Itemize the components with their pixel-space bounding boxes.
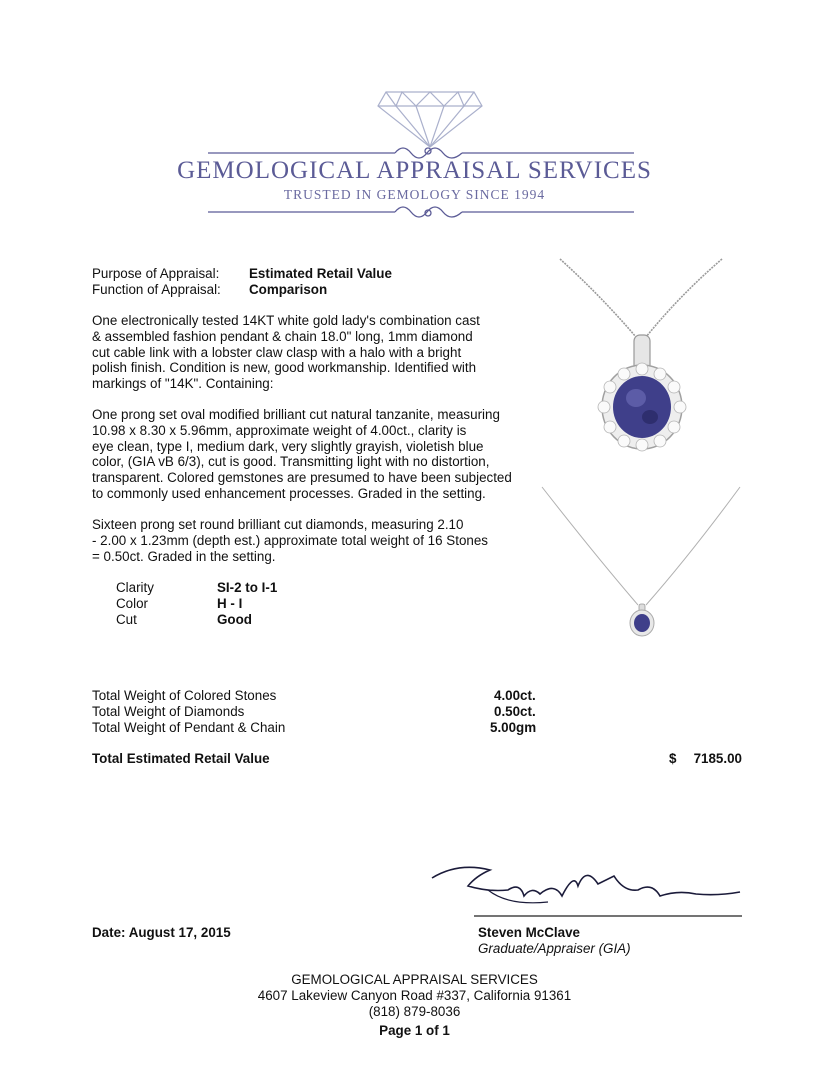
tanzanite-gem [613, 376, 671, 438]
footer-phone: (818) 879-8036 [368, 1004, 461, 1019]
purpose-value: Estimated Retail Value [249, 266, 392, 281]
weight-diamonds-label: Total Weight of Diamonds [92, 704, 245, 719]
total-currency: $ [669, 751, 677, 766]
diamond-line: = 0.50ct. Graded in the setting. [92, 548, 276, 564]
weight-pendant-value: 5.00gm [490, 720, 537, 735]
grade-cut-label: Cut [116, 612, 137, 627]
pendant-photo [540, 255, 745, 675]
pendant-full-image [542, 487, 740, 636]
footer-company: GEMOLOGICAL APPRAISAL SERVICES [291, 972, 538, 987]
pendant-closeup-image [560, 259, 722, 451]
description-line: markings of "14K". Containing: [92, 376, 274, 392]
grade-cut-value: Good [217, 612, 252, 627]
grade-color-value: H - I [217, 596, 243, 611]
appraiser-name: Steven McClave [478, 925, 580, 940]
diamond-paragraph [92, 517, 488, 564]
total-label: Total Estimated Retail Value [92, 751, 270, 766]
weight-colored-value: 4.00ct. [494, 688, 536, 703]
tanzanite-line: 10.98 x 8.30 x 5.96mm, approximate weight of 4.00ct., clarity is [92, 422, 467, 438]
description-paragraph [92, 313, 480, 392]
diamond-line: - 2.00 x 1.23mm (depth est.) approximate total weight of 16 Stones [92, 532, 488, 548]
ornament-bottom [208, 207, 634, 217]
appraisal-date: Date: August 17, 2015 [92, 925, 231, 940]
tanzanite-line: transparent. Colored gemstones are presumed to have been subjected [92, 470, 512, 486]
grade-clarity-value: SI-2 to I-1 [217, 580, 278, 595]
function-value: Comparison [249, 282, 328, 297]
grade-color-label: Color [116, 596, 148, 611]
footer-address: 4607 Lakeview Canyon Road #337, California 91361 [257, 988, 572, 1003]
description-line: & assembled fashion pendant & chain 18.0" long, 1mm diamond [92, 328, 473, 344]
weight-pendant-label: Total Weight of Pendant & Chain [92, 720, 286, 735]
grade-clarity-label: Clarity [116, 580, 154, 595]
weight-diamonds-value: 0.50ct. [494, 704, 536, 719]
company-tagline: TRUSTED IN GEMOLOGY SINCE 1994 [283, 187, 546, 202]
weight-colored-label: Total Weight of Colored Stones [92, 688, 277, 703]
tanzanite-line: color, (GIA vB 6/3), cut is good. Transmitting light with no distortion, [92, 454, 490, 470]
function-label: Function of Appraisal: [92, 282, 221, 297]
appraiser-title: Graduate/Appraiser (GIA) [478, 941, 631, 956]
description-line: One electronically tested 14KT white gold lady's combination cast [92, 313, 480, 328]
description-line: polish finish. Condition is new, good workmanship. Identified with [92, 360, 477, 376]
total-amount: 7185.00 [693, 751, 742, 766]
tanzanite-line: One prong set oval modified brilliant cut natural tanzanite, measuring [92, 407, 500, 422]
diamond-icon [378, 92, 482, 147]
description-line: cut cable link with a lobster claw clasp with a halo with a bright [92, 344, 462, 360]
tanzanite-paragraph [92, 407, 512, 502]
company-name: GEMOLOGICAL APPRAISAL SERVICES [177, 157, 652, 184]
page-number: Page 1 of 1 [379, 1023, 450, 1038]
tanzanite-line: to commonly used enhancement processes. Graded in the setting. [92, 485, 486, 501]
purpose-label: Purpose of Appraisal: [92, 266, 220, 281]
diamond-line: Sixteen prong set round brilliant cut diamonds, measuring 2.10 [92, 517, 464, 532]
signature [428, 856, 746, 920]
tanzanite-line: eye clean, type I, medium dark, very slightly grayish, violetish blue [92, 438, 484, 454]
